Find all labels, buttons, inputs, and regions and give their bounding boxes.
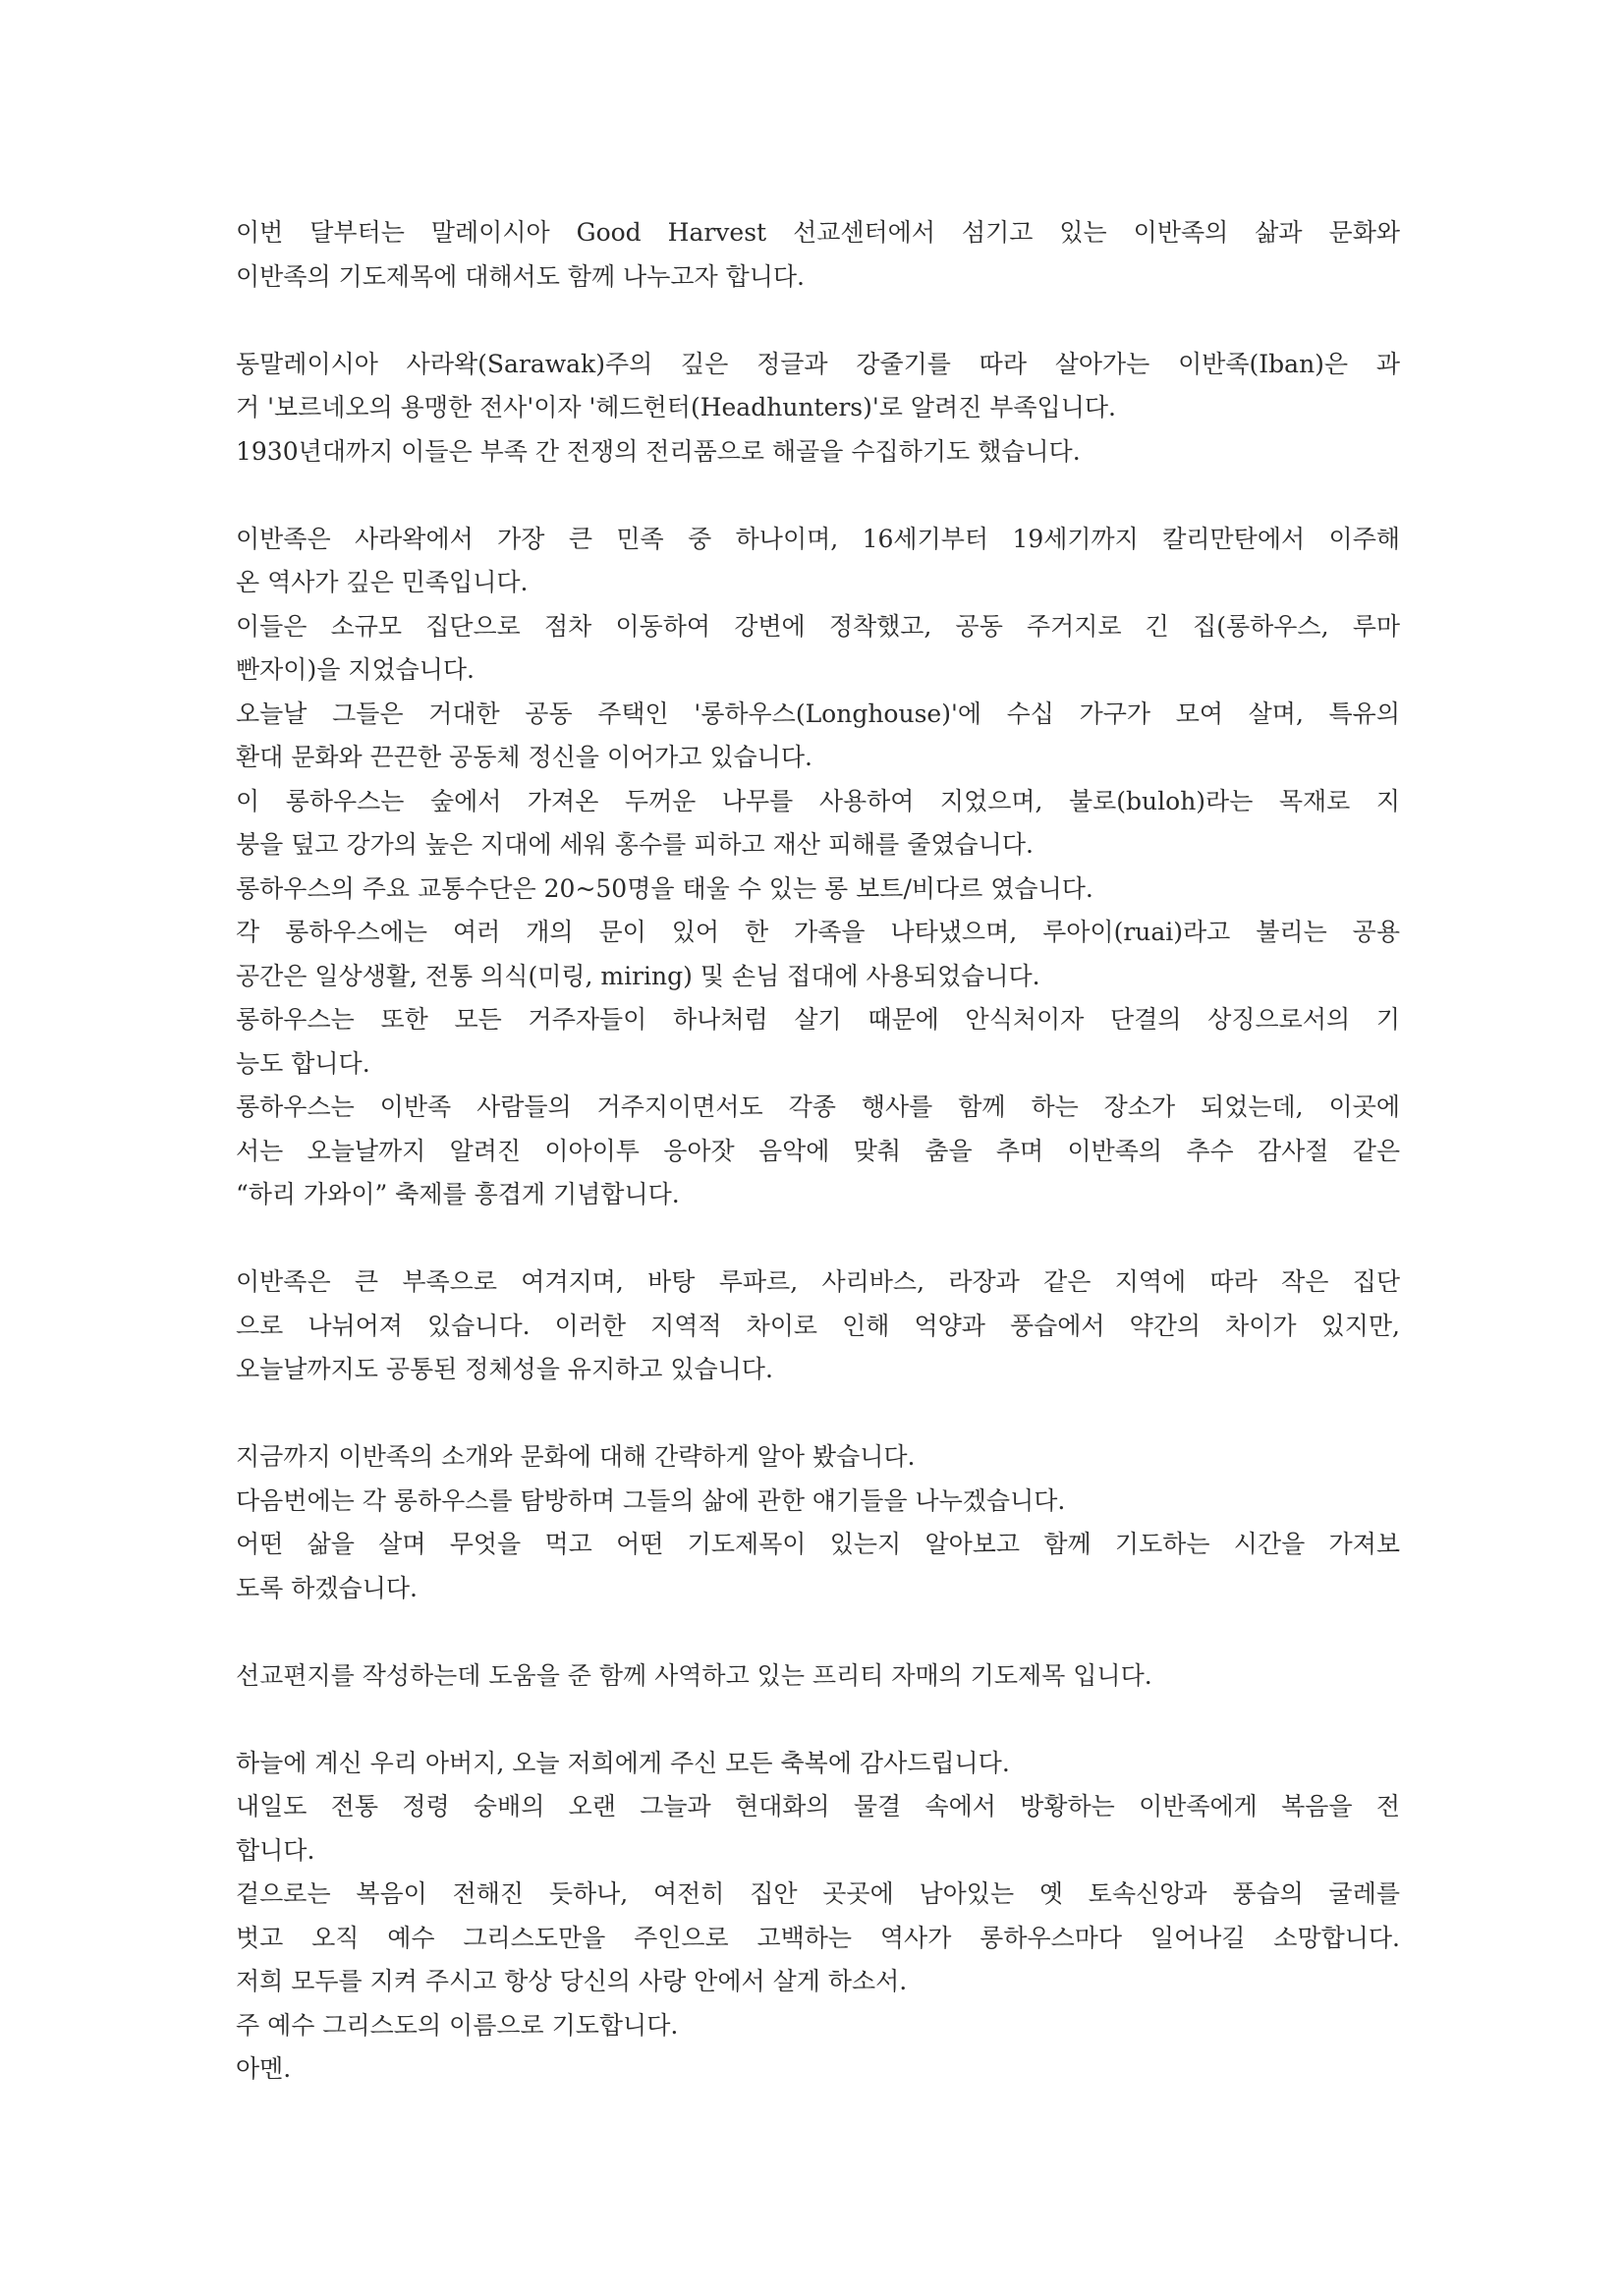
text-line: 으로 나뉘어져 있습니다. 이러한 지역적 차이로 인해 억양과 풍습에서 약간의 차이가 있지만,: [236, 1311, 1400, 1340]
paragraph: [236, 1260, 1400, 1392]
text-line: “하리 가와이” 축제를 흥겹게 기념합니다.: [236, 1180, 680, 1208]
text-line: 롱하우스는 이반족 사람들의 거주지이면서도 각종 행사를 함께 하는 장소가 되었는데, 이곳에: [236, 1092, 1400, 1121]
text-line: 서는 오늘날까지 알려진 이아이투 응아잣 음악에 맞춰 춤을 추며 이반족의 추수 감사절 같은: [236, 1136, 1400, 1165]
paragraph-gap: [236, 474, 1400, 518]
paragraph-gap: [236, 1610, 1400, 1654]
text-line: 오늘날까지도 공통된 정체성을 유지하고 있습니다.: [236, 1355, 773, 1383]
paragraph: [236, 211, 1400, 299]
text-line: 붕을 덮고 강가의 높은 지대에 세워 홍수를 피하고 재산 피해를 줄였습니다.: [236, 830, 1034, 859]
text-line: 합니다.: [236, 1835, 315, 1865]
paragraph-gap: [236, 1217, 1400, 1261]
text-line: 이번 달부터는 말레이시아 Good Harvest 선교센터에서 섬기고 있는 이반족의 삶과 문화와: [236, 218, 1400, 247]
text-line: 온 역사가 깊은 민족입니다.: [236, 568, 529, 596]
text-line: 환대 문화와 끈끈한 공동체 정신을 이어가고 있습니다.: [236, 743, 812, 771]
text-line: 공간은 일상생활, 전통 의식(미링, miring) 및 손님 접대에 사용되었습니다.: [236, 961, 1040, 990]
text-line: 거 '보르네오의 용맹한 전사'이자 '헤드헌터(Headhunters)'로 알려진 부족입니다.: [236, 393, 1116, 421]
text-line: 이반족의 기도제목에 대해서도 함께 나누고자 합니다.: [236, 261, 805, 291]
text-line: 빤자이)을 지었습니다.: [236, 655, 475, 684]
text-line: 내일도 전통 정령 숭배의 오랜 그늘과 현대화의 물결 속에서 방황하는 이반족에게 복음을 전: [236, 1792, 1400, 1820]
text-line: 저희 모두를 지켜 주시고 항상 당신의 사랑 안에서 살게 하소서.: [236, 1967, 908, 1995]
paragraph: [236, 1435, 1400, 1610]
text-line: 1930년대까지 이들은 부족 간 전쟁의 전리품으로 해골을 수집하기도 했습니다.: [236, 436, 1081, 466]
text-line: 이반족은 큰 부족으로 여겨지며, 바탕 루파르, 사리바스, 라장과 같은 지역에 따라 작은 집단: [236, 1267, 1400, 1296]
text-line: 이반족은 사라왁에서 가장 큰 민족 중 하나이며, 16세기부터 19세기까지 칼리만탄에서 이주해: [236, 524, 1400, 553]
text-line: 어떤 삶을 살며 무엇을 먹고 어떤 기도제목이 있는지 알아보고 함께 기도하는 시간을 가져보: [236, 1530, 1400, 1558]
paragraph: [236, 343, 1400, 475]
letter-body: [236, 211, 1400, 2092]
text-line: 각 롱하우스에는 여러 개의 문이 있어 한 가족을 나타냈으며, 루아이(ruai)라고 불리는 공용: [236, 918, 1400, 946]
text-line: 벗고 오직 예수 그리스도만을 주인으로 고백하는 역사가 롱하우스마다 일어나길 소망합니다.: [236, 1923, 1400, 1952]
text-line: 아멘.: [236, 2054, 292, 2083]
text-line: 다음번에는 각 롱하우스를 탐방하며 그들의 삶에 관한 얘기들을 나누겠습니다.: [236, 1485, 1066, 1515]
paragraph: [236, 1742, 1400, 2092]
text-line: 선교편지를 작성하는데 도움을 준 함께 사역하고 있는 프리티 자매의 기도제목 입니다.: [236, 1660, 1152, 1690]
text-line: 능도 합니다.: [236, 1048, 370, 1078]
text-line: 겉으로는 복음이 전해진 듯하나, 여전히 집안 곳곳에 남아있는 옛 토속신앙과 풍습의 굴레를: [236, 1879, 1400, 1908]
text-line: 동말레이시아 사라왁(Sarawak)주의 깊은 정글과 강줄기를 따라 살아가는 이반족(Iban)은 과: [236, 349, 1400, 378]
text-line: 이 롱하우스는 숲에서 가져온 두꺼운 나무를 사용하여 지었으며, 불로(buloh)라는 목재로 지: [236, 786, 1400, 815]
paragraph: [236, 518, 1400, 1217]
text-line: 하늘에 계신 우리 아버지, 오늘 저희에게 주신 모든 축복에 감사드립니다.: [236, 1748, 1010, 1777]
text-line: 롱하우스는 또한 모든 거주자들이 하나처럼 살기 때문에 안식처이자 단결의 상징으로서의 기: [236, 1005, 1400, 1034]
text-line: 주 예수 그리스도의 이름으로 기도합니다.: [236, 2010, 679, 2040]
text-line: 도록 하겠습니다.: [236, 1573, 418, 1602]
paragraph-gap: [236, 1698, 1400, 1742]
paragraph: [236, 1654, 1400, 1699]
paragraph-gap: [236, 299, 1400, 343]
text-line: 이들은 소규모 집단으로 점차 이동하여 강변에 정착했고, 공동 주거지로 긴 집(롱하우스, 루마: [236, 611, 1400, 641]
text-line: 지금까지 이반족의 소개와 문화에 대해 간략하게 알아 봤습니다.: [236, 1442, 916, 1471]
text-line: 오늘날 그들은 거대한 공동 주택인 '롱하우스(Longhouse)'에 수십 가구가 모여 살며, 특유의: [236, 699, 1400, 728]
text-line: 롱하우스의 주요 교통수단은 20~50명을 태울 수 있는 롱 보트/비다르 였습니다.: [236, 873, 1093, 903]
paragraph-gap: [236, 1392, 1400, 1436]
